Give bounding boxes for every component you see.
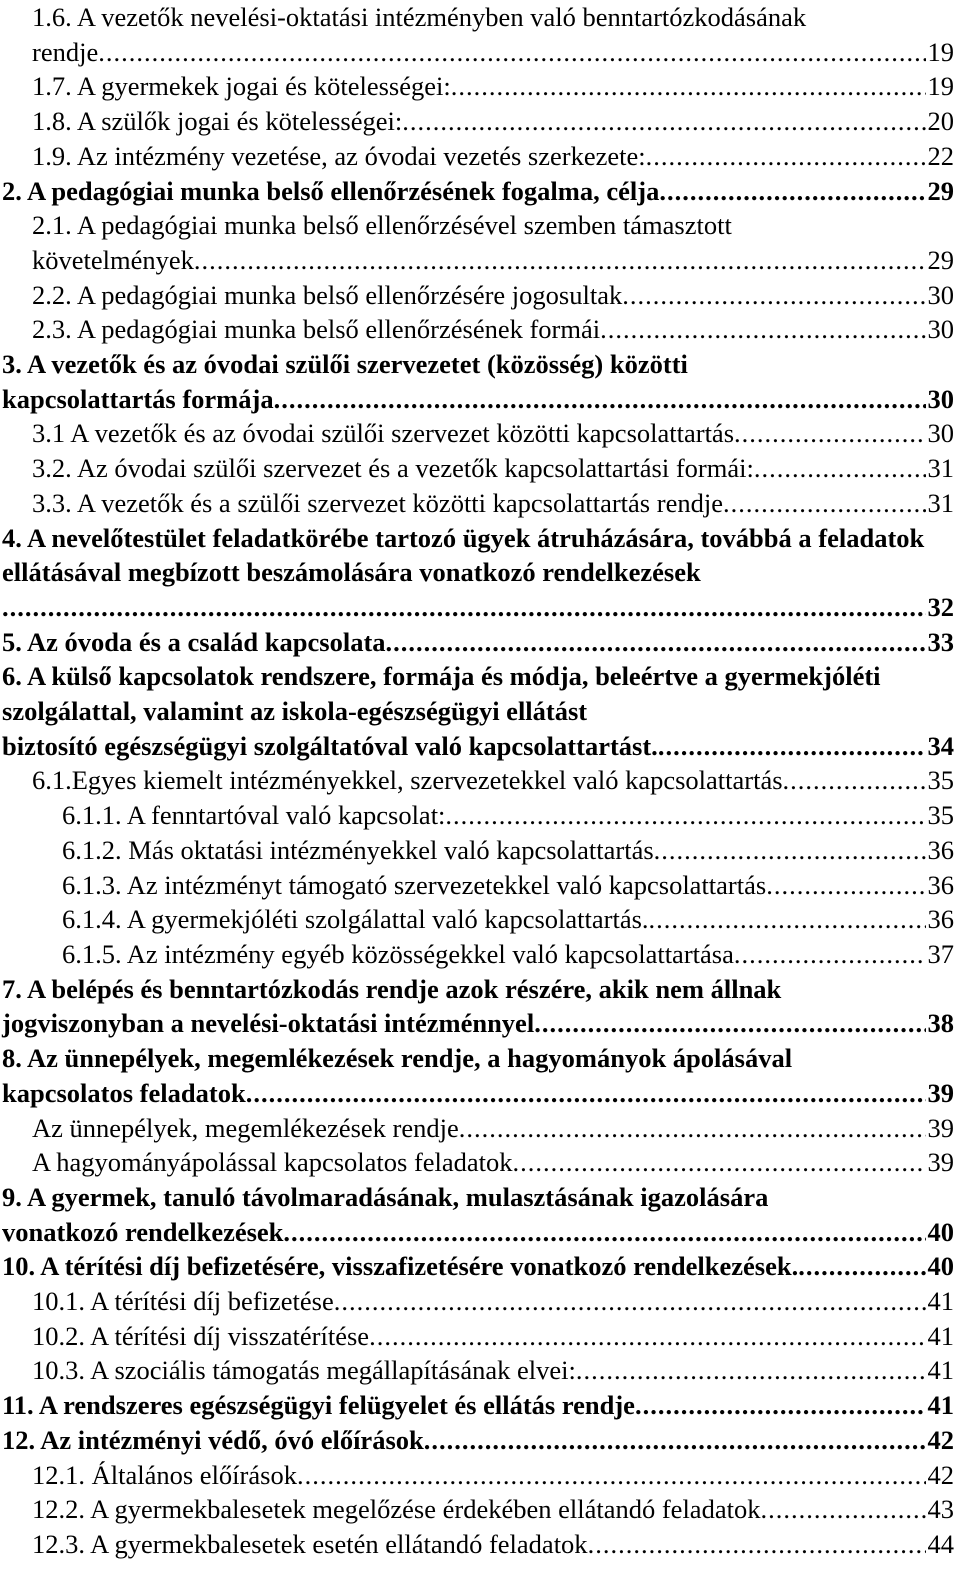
toc-page-number[interactable]: 36 bbox=[927, 834, 954, 865]
toc-page-number[interactable]: 36 bbox=[927, 904, 954, 935]
toc-entry[interactable] bbox=[0, 174, 960, 209]
toc-entry[interactable] bbox=[0, 208, 960, 277]
toc-entry[interactable] bbox=[0, 1145, 960, 1180]
toc-entry-line bbox=[32, 1111, 954, 1146]
toc-entry-title: 3.2. Az óvodai szülői szervezet és a vezetők kapcsolattartási formái: bbox=[32, 453, 754, 484]
toc-entry-line bbox=[2, 590, 954, 625]
toc-entry[interactable] bbox=[0, 1284, 960, 1319]
toc-entry[interactable] bbox=[0, 451, 960, 486]
toc-entry[interactable] bbox=[0, 1388, 960, 1423]
toc-entry[interactable] bbox=[0, 416, 960, 451]
toc-entry[interactable] bbox=[0, 278, 960, 313]
toc-dot-leader bbox=[659, 174, 925, 209]
toc-entry-title: biztosító egészségügyi szolgáltatóval való kapcsolattartást. bbox=[2, 730, 658, 761]
toc-page-number[interactable]: 44 bbox=[927, 1528, 954, 1559]
toc-entry-title-start: 9. A gyermek, tanuló távolmaradásának, mulasztásának igazolására bbox=[2, 1181, 769, 1212]
toc-dot-leader bbox=[513, 1145, 926, 1180]
toc-dot-leader bbox=[622, 278, 925, 313]
toc-entry-line bbox=[2, 1388, 954, 1423]
toc-dot-leader bbox=[576, 1353, 926, 1388]
toc-page-number[interactable]: 40 bbox=[927, 1216, 954, 1247]
toc-entry[interactable] bbox=[0, 833, 960, 868]
toc-entry-title: A hagyományápolással kapcsolatos feladatok bbox=[32, 1147, 513, 1178]
toc-dot-leader bbox=[283, 1215, 925, 1250]
toc-entry-title: 6.1.3. Az intézményt támogató szervezetekkel való kapcsolattartás bbox=[62, 869, 767, 900]
toc-entry[interactable] bbox=[0, 0, 960, 69]
toc-entry-title-start: 4. A nevelőtestület feladatkörébe tartozó ügyek átruházására, továbbá a feladatok ellátásával megbízott beszámolására vonatkozó rendelkezések bbox=[2, 522, 925, 588]
toc-entry-line bbox=[32, 1145, 954, 1180]
toc-entry[interactable] bbox=[0, 1041, 960, 1110]
toc-entry-line bbox=[2, 1076, 954, 1111]
toc-entry-title: 1.9. Az intézmény vezetése, az óvodai vezetés szerkezete: bbox=[32, 140, 646, 171]
toc-dot-leader bbox=[2, 590, 926, 625]
toc-entry-line bbox=[32, 416, 954, 451]
toc-page-number[interactable]: 29 bbox=[927, 175, 954, 206]
toc-entry[interactable] bbox=[0, 1492, 960, 1527]
toc-entry-line bbox=[32, 451, 954, 486]
toc-entry-title: Az ünnepélyek, megemlékezések rendje bbox=[32, 1112, 459, 1143]
toc-entry[interactable] bbox=[0, 868, 960, 903]
toc-dot-leader bbox=[451, 69, 926, 104]
toc-dot-leader bbox=[534, 1006, 925, 1041]
toc-entry-line bbox=[32, 69, 954, 104]
toc-entry-title-start: 1.6. A vezetők nevelési-oktatási intézményben való benntartózkodásának bbox=[32, 2, 807, 32]
toc-dot-leader bbox=[588, 1527, 926, 1562]
toc-entry[interactable] bbox=[0, 486, 960, 521]
toc-entry-title: 6.1.2. Más oktatási intézményekkel való kapcsolattartás bbox=[62, 834, 654, 865]
toc-entry-title: 10.1. A térítési díj befizetése bbox=[32, 1286, 334, 1317]
toc-dot-leader bbox=[386, 625, 926, 660]
toc-entry-line bbox=[32, 486, 954, 521]
toc-page-number[interactable]: 19 bbox=[927, 71, 954, 102]
toc-entry[interactable] bbox=[0, 1111, 960, 1146]
toc-entry-line bbox=[32, 763, 954, 798]
toc-entry-title: 12.1. Általános előírások bbox=[32, 1459, 297, 1490]
toc-entry-title: 1.8. A szülők jogai és kötelességei: bbox=[32, 106, 403, 137]
toc-dot-leader bbox=[654, 833, 926, 868]
toc-entry-line bbox=[62, 798, 954, 833]
toc-page-number[interactable]: 31 bbox=[927, 487, 954, 518]
toc-entry-title-start: 2.1. A pedagógiai munka belső ellenőrzésével szemben támasztott bbox=[32, 210, 732, 241]
toc-entry-title: követelmények bbox=[32, 244, 194, 275]
toc-entry[interactable] bbox=[0, 139, 960, 174]
toc-page-number[interactable]: 35 bbox=[927, 765, 954, 796]
toc-dot-leader bbox=[424, 1423, 926, 1458]
toc-entry-line bbox=[32, 1319, 954, 1354]
toc-dot-leader bbox=[402, 104, 925, 139]
toc-entry[interactable] bbox=[0, 104, 960, 139]
toc-entry[interactable] bbox=[0, 312, 960, 347]
toc-page-number[interactable]: 20 bbox=[927, 106, 954, 137]
toc-entry[interactable] bbox=[0, 347, 960, 416]
toc-page-number[interactable]: 30 bbox=[927, 279, 954, 310]
toc-entry-title: rendje bbox=[32, 36, 99, 67]
toc-entry[interactable] bbox=[0, 798, 960, 833]
toc-entry[interactable] bbox=[0, 1249, 960, 1284]
toc-dot-leader bbox=[194, 243, 926, 278]
toc-page-number[interactable]: 41 bbox=[927, 1286, 954, 1317]
toc-page-number[interactable]: 40 bbox=[927, 1251, 954, 1282]
toc-entry-title: 5. Az óvoda és a család kapcsolata bbox=[2, 626, 386, 657]
toc-entry-title-start: 6. A külső kapcsolatok rendszere, formája és módja, beleértve a gyermekjóléti szolgálattal, valamint az iskola-egészségügyi ellátást bbox=[2, 661, 881, 727]
toc-entry-title: kapcsolatos feladatok bbox=[2, 1077, 246, 1108]
toc-page-number[interactable]: 30 bbox=[927, 314, 954, 345]
toc-entry[interactable] bbox=[0, 763, 960, 798]
toc-page-number[interactable]: 36 bbox=[927, 869, 954, 900]
toc-entry-title: vonatkozó rendelkezések bbox=[2, 1216, 284, 1247]
toc-page-number[interactable]: 41 bbox=[927, 1355, 954, 1386]
toc-entry-title: 12.3. A gyermekbalesetek esetén ellátandó feladatok bbox=[32, 1528, 588, 1559]
toc-entry-title: 2.3. A pedagógiai munka belső ellenőrzésének formái bbox=[32, 314, 601, 345]
toc-entry-title: 2. A pedagógiai munka belső ellenőrzésének fogalma, célja bbox=[2, 175, 660, 206]
toc-dot-leader bbox=[783, 763, 926, 798]
toc-dot-leader bbox=[445, 798, 925, 833]
toc-page-number[interactable]: 39 bbox=[927, 1112, 954, 1143]
toc-entry[interactable] bbox=[0, 659, 960, 763]
toc-page-number[interactable]: 39 bbox=[927, 1077, 954, 1108]
toc-entry-title: 6.1.Egyes kiemelt intézményekkel, szervezetekkel való kapcsolattartás bbox=[32, 765, 783, 796]
toc-entry-line bbox=[2, 1215, 954, 1250]
toc-entry-line bbox=[2, 382, 954, 417]
toc-page-number[interactable]: 37 bbox=[927, 938, 954, 969]
toc-entry[interactable] bbox=[0, 1319, 960, 1354]
toc-entry[interactable] bbox=[0, 625, 960, 660]
toc-entry-line bbox=[62, 833, 954, 868]
toc-entry[interactable] bbox=[0, 1527, 960, 1562]
toc-entry-title: 12. Az intézményi védő, óvó előírások bbox=[2, 1424, 424, 1455]
toc-entry-line bbox=[32, 278, 954, 313]
toc-dot-leader bbox=[274, 382, 926, 417]
toc-page-number[interactable]: 39 bbox=[927, 1147, 954, 1178]
toc-page-number[interactable]: 22 bbox=[927, 140, 954, 171]
toc-entry-title: 6.1.5. Az intézmény egyéb közösségekkel való kapcsolattartása bbox=[62, 938, 734, 969]
toc-entry[interactable] bbox=[0, 972, 960, 1041]
toc-entry-title: 6.1.4. A gyermekjóléti szolgálattal való kapcsolattartás. bbox=[62, 904, 649, 935]
toc-entry-title: 3.3. A vezetők és a szülői szervezet közötti kapcsolattartás rendje bbox=[32, 487, 723, 518]
toc-page-number[interactable]: 30 bbox=[927, 418, 954, 449]
toc-dot-leader bbox=[600, 312, 925, 347]
toc-dot-leader bbox=[734, 937, 926, 972]
toc-page-number[interactable]: 33 bbox=[927, 626, 954, 657]
toc-entry-line bbox=[32, 35, 954, 70]
toc-page-number[interactable]: 41 bbox=[927, 1320, 954, 1351]
toc-entry-title-start: 3. A vezetők és az óvodai szülői szervezetet (közösség) közötti bbox=[2, 349, 688, 380]
toc-entry-line bbox=[32, 1492, 954, 1527]
toc-page-number[interactable]: 42 bbox=[927, 1459, 954, 1490]
toc-dot-leader bbox=[658, 729, 926, 764]
toc-entry-line bbox=[32, 1527, 954, 1562]
toc-entry-line bbox=[32, 1284, 954, 1319]
toc-entry-line bbox=[62, 868, 954, 903]
toc-entry-title-start: 7. A belépés és benntartózkodás rendje azok részére, akik nem állnak bbox=[2, 973, 782, 1004]
toc-dot-leader bbox=[760, 1492, 925, 1527]
toc-page-number[interactable]: 42 bbox=[927, 1424, 954, 1455]
toc-entry-title: 1.7. A gyermekek jogai és kötelességei: bbox=[32, 71, 451, 102]
toc-entry-line bbox=[2, 625, 954, 660]
toc-entry-line bbox=[2, 174, 954, 209]
toc-entry-line bbox=[32, 312, 954, 347]
toc-entry-title: 2.2. A pedagógiai munka belső ellenőrzésére jogosultak bbox=[32, 279, 623, 310]
toc-dot-leader bbox=[798, 1249, 925, 1284]
toc-entry-title: 10. A térítési díj befizetésére, visszafizetésére vonatkozó rendelkezések. bbox=[2, 1251, 799, 1282]
toc-page-number[interactable]: 34 bbox=[927, 730, 954, 761]
toc-entry[interactable] bbox=[0, 937, 960, 972]
toc-dot-leader bbox=[459, 1111, 926, 1146]
toc-entry-title: 10.2. A térítési díj visszatérítése bbox=[32, 1320, 370, 1351]
toc-entry[interactable] bbox=[0, 902, 960, 937]
toc-entry-title: 12.2. A gyermekbalesetek megelőzése érdekében ellátandó feladatok bbox=[32, 1494, 761, 1525]
toc-page-number[interactable]: 31 bbox=[927, 453, 954, 484]
toc-entry-line bbox=[2, 729, 954, 764]
toc-page-number[interactable]: 29 bbox=[927, 244, 954, 275]
toc-dot-leader bbox=[766, 868, 925, 903]
toc-dot-leader bbox=[649, 902, 926, 937]
toc-dot-leader bbox=[334, 1284, 926, 1319]
toc-entry-line bbox=[32, 1353, 954, 1388]
toc-page-number[interactable]: 19 bbox=[927, 36, 954, 67]
toc-entry[interactable] bbox=[0, 521, 960, 625]
toc-entry-title: 6.1.1. A fenntartóval való kapcsolat: bbox=[62, 800, 446, 831]
toc-entry-line bbox=[32, 243, 954, 278]
toc-entry-line bbox=[62, 937, 954, 972]
toc-entry-line bbox=[32, 139, 954, 174]
toc-entry-line bbox=[62, 902, 954, 937]
toc-entry-title: 11. A rendszeres egészségügyi felügyelet és ellátás rendje bbox=[2, 1390, 635, 1421]
toc-entry-title: 10.3. A szociális támogatás megállapításának elvei: bbox=[32, 1355, 576, 1386]
toc-page-number[interactable]: 41 bbox=[927, 1390, 954, 1421]
toc-entry-line bbox=[32, 104, 954, 139]
toc-entry-title-start: 8. Az ünnepélyek, megemlékezések rendje, a hagyományok ápolásával bbox=[2, 1043, 793, 1074]
toc-entry[interactable] bbox=[0, 1458, 960, 1493]
toc-dot-leader bbox=[754, 451, 926, 486]
toc-entry[interactable] bbox=[0, 1423, 960, 1458]
toc-entry[interactable] bbox=[0, 69, 960, 104]
toc-dot-leader bbox=[635, 1388, 926, 1423]
toc-entry-title: kapcsolattartás formája bbox=[2, 383, 274, 414]
toc-dot-leader bbox=[734, 416, 925, 451]
toc-entry-line bbox=[2, 1006, 954, 1041]
toc-dot-leader bbox=[297, 1458, 926, 1493]
toc-entry-title: 3.1 A vezetők és az óvodai szülői szervezet közötti kapcsolattartás bbox=[32, 418, 735, 449]
toc-entry-line bbox=[32, 1458, 954, 1493]
toc-entry-line bbox=[2, 1249, 954, 1284]
toc-page-number[interactable]: 38 bbox=[927, 1008, 954, 1039]
toc-page-number[interactable]: 32 bbox=[927, 591, 954, 622]
toc-entry[interactable] bbox=[0, 1180, 960, 1249]
toc-entry-title: jogviszonyban a nevelési-oktatási intézménnyel bbox=[2, 1008, 535, 1039]
toc-page-number[interactable]: 35 bbox=[927, 800, 954, 831]
toc-entry-line bbox=[2, 1423, 954, 1458]
toc-dot-leader bbox=[369, 1319, 925, 1354]
toc-page-number[interactable]: 30 bbox=[927, 383, 954, 414]
toc-dot-leader bbox=[646, 139, 926, 174]
toc-entry[interactable] bbox=[0, 1353, 960, 1388]
toc-dot-leader bbox=[723, 486, 926, 521]
toc-dot-leader bbox=[246, 1076, 926, 1111]
toc-dot-leader bbox=[98, 35, 925, 70]
toc-page-number[interactable]: 43 bbox=[927, 1494, 954, 1525]
